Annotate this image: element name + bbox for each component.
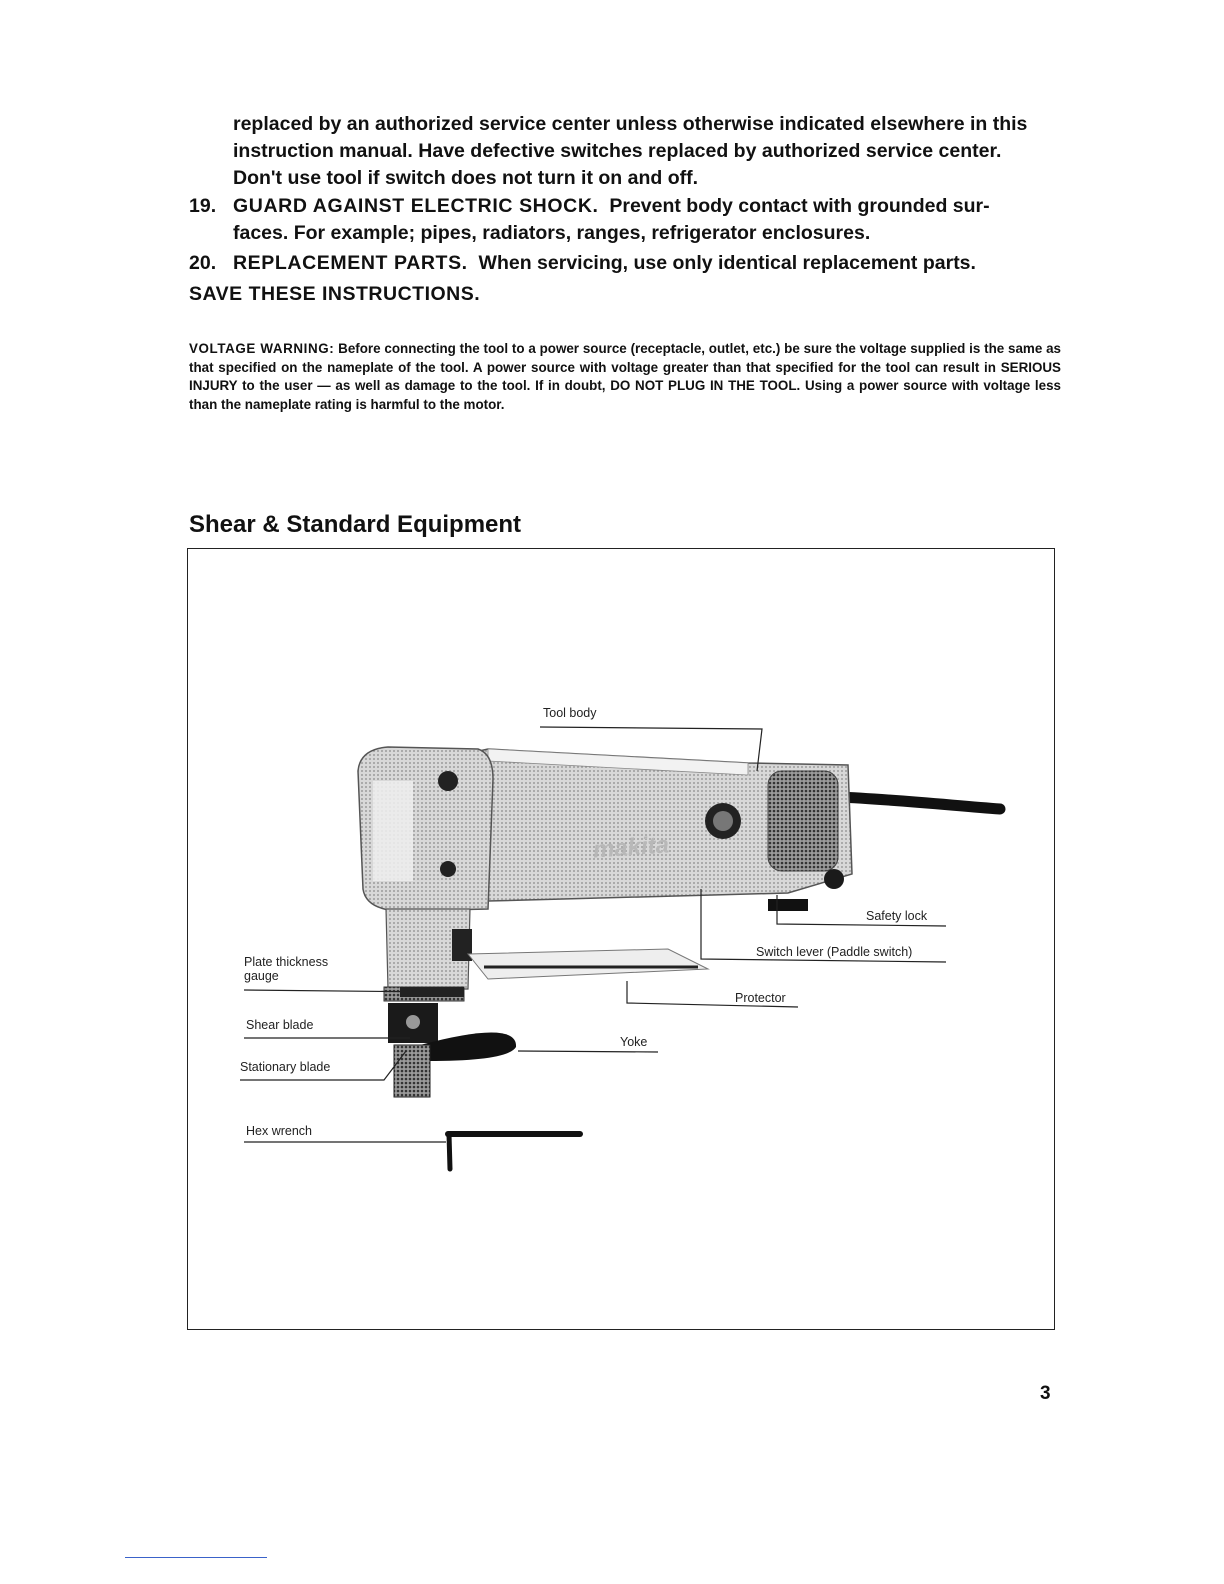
item-text: Prevent body contact with grounded sur- — [609, 195, 990, 217]
shear-tool-illustration — [188, 549, 1054, 1329]
tool-body-shape — [443, 749, 852, 911]
label-stationary-blade: Stationary blade — [240, 1060, 331, 1074]
continuation-line-2: instruction manual. Have defective switches replaced by authorized service center. — [233, 140, 1002, 162]
page-number: 3 — [1040, 1383, 1051, 1404]
brand-mark: makita — [592, 831, 670, 864]
item-text-line-2: faces. For example; pipes, radiators, ranges, refrigerator enclosures. — [233, 222, 871, 244]
voltage-warning-text: Before connecting the tool to a power source (receptacle, outlet, etc.) be sure the voltage supplied is the same as that specified on the nameplate of the tool. A power source with voltage greater than that specified for the tool can result in SERIOUS INJURY to the user — as well as damage to the tool. If in doubt, DO NOT PLUG IN THE TOOL. Using a power source with voltage less than the nameplate rating is harmful to the motor. — [189, 341, 1061, 412]
item-text: When servicing, use only identical replacement parts. — [478, 252, 976, 274]
label-hex-wrench: Hex wrench — [246, 1124, 312, 1138]
voltage-warning — [189, 340, 1061, 414]
section-title: Shear & Standard Equipment — [189, 511, 522, 538]
label-safety-lock: Safety lock — [866, 909, 928, 923]
blade-assembly-shape — [388, 987, 516, 1097]
save-instructions: SAVE THESE INSTRUCTIONS. — [189, 283, 481, 305]
voltage-warning-lead: VOLTAGE WARNING: — [189, 341, 335, 356]
label-shear-blade: Shear blade — [246, 1018, 314, 1032]
item-number: 20. — [189, 252, 217, 274]
head-housing-shape — [358, 747, 493, 911]
label-protector: Protector — [735, 991, 786, 1005]
power-cord — [838, 797, 1000, 809]
continuation-paragraph — [233, 111, 1063, 192]
label-yoke: Yoke — [620, 1035, 648, 1049]
label-switch-lever: Switch lever (Paddle switch) — [756, 945, 913, 959]
continuation-line-1: replaced by an authorized service center unless otherwise indicated elsewhere in this — [233, 113, 1028, 135]
sheet-metal-shape — [468, 949, 708, 979]
label-tool-body: Tool body — [543, 706, 597, 720]
label-plate-thickness-gauge: Plate thickness gauge — [244, 955, 329, 983]
item-heading: GUARD AGAINST ELECTRIC SHOCK. — [233, 195, 599, 217]
item-heading: REPLACEMENT PARTS. — [233, 252, 468, 274]
footnote-rule — [125, 1557, 267, 1558]
hex-wrench-shape — [448, 1134, 580, 1169]
continuation-line-3: Don't use tool if switch does not turn it on and off. — [233, 167, 699, 189]
item-number: 19. — [189, 195, 217, 217]
equipment-figure — [187, 548, 1055, 1330]
